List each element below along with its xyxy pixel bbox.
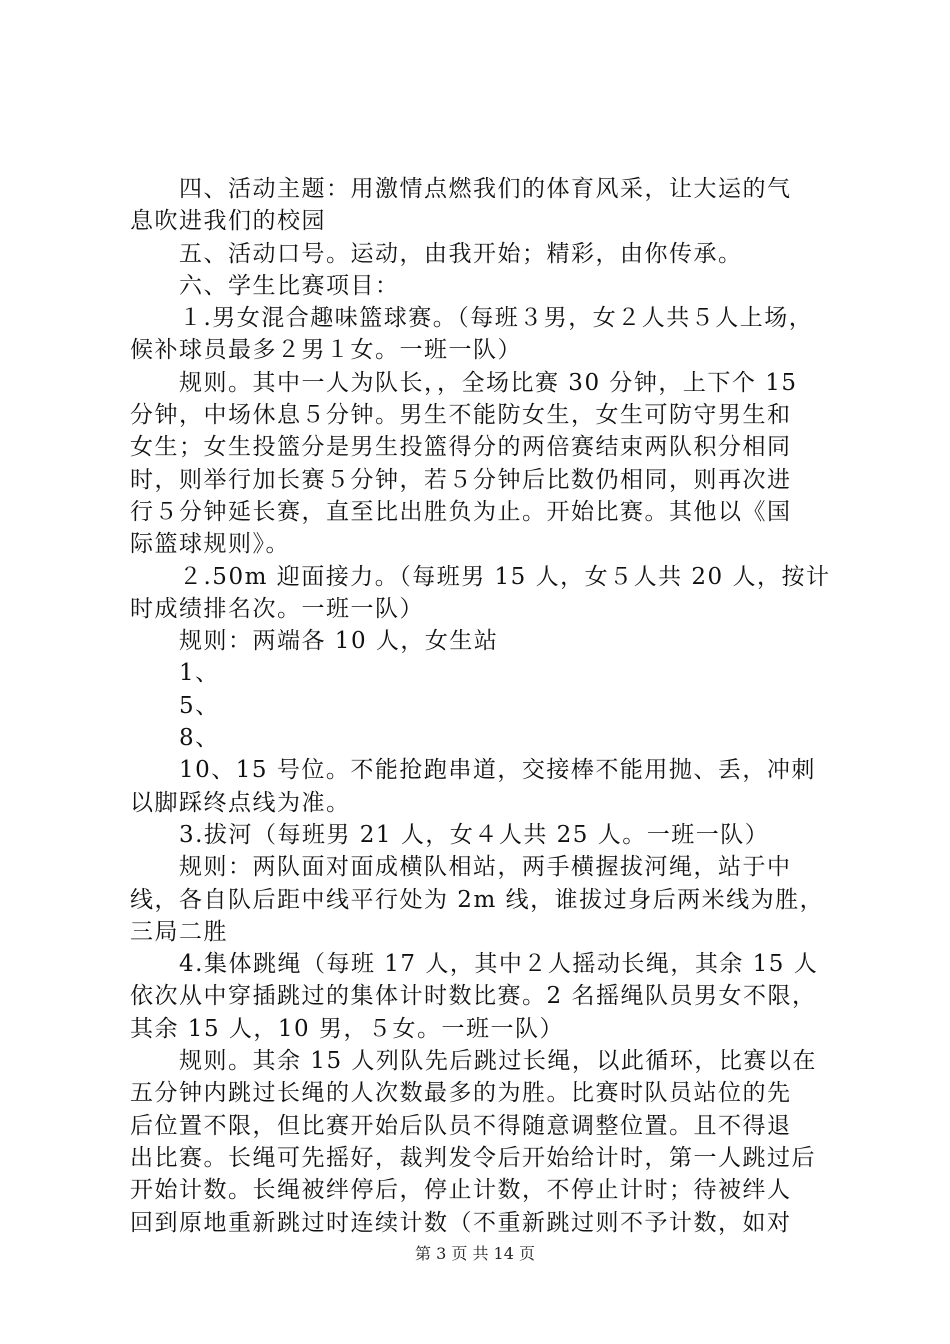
text-line: 其余 15 人，10 男，５女。一班一队） [130,1015,564,1042]
text-line: 后位置不限，但比赛开始后队员不得随意调整位置。且不得退 [130,1112,792,1139]
text-line: 规则：两端各 10 人，女生站 [130,628,499,655]
text-line: 时成绩排名次。一班一队） [130,595,424,622]
text-line: 分钟，中场休息５分钟。男生不能防女生，女生可防守男生和 [130,402,792,429]
text-line: 规则：两队面对面成横队相站，两手横握拔河绳，站于中 [130,854,792,881]
text-line: 女生；女生投篮分是男生投篮得分的两倍赛结束两队积分相同 [130,434,792,461]
text-line: 时，则举行加长赛５分钟，若５分钟后比数仍相同，则再次进 [130,466,792,493]
text-line: １.男女混合趣味篮球赛。（每班３男，女２人共５人上场， [130,305,814,332]
text-line: 五、活动口号。运动，由我开始；精彩，由你传承。 [130,240,743,267]
text-line: 规则。其中一人为队长，，全场比赛 30 分钟，上下个 15 [130,369,798,396]
text-line: 4.集体跳绳（每班 17 人，其中２人摇动长绳，其余 15 人 [130,951,819,978]
text-line: 10、15 号位。不能抢跑串道，交接棒不能用抛、丢，冲刺 [130,757,816,784]
text-line: 四、活动主题：用激情点燃我们的体育风采，让大运的气 [130,176,792,202]
body-text [130,173,830,1239]
text-line: 三局二胜 [130,918,228,945]
text-line: 规则。其余 15 人列队先后跳过长绳，以此循环，比赛以在 [130,1048,817,1075]
text-line: 息吹进我们的校园 [130,208,326,235]
text-line: 候补球员最多２男１女。一班一队） [130,337,522,364]
text-line: 六、学生比赛项目： [130,272,400,299]
text-line: 回到原地重新跳过时连续计数（不重新跳过则不予计数，如对 [130,1209,792,1236]
text-line: 五分钟内跳过长绳的人次数最多的为胜。比赛时队员站位的先 [130,1080,792,1107]
text-line: 际篮球规则》。 [130,531,290,558]
text-line: 3.拔河（每班男 21 人，女４人共 25 人。一班一队） [130,821,770,848]
text-line: 1、 [130,660,220,687]
text-line: 8、 [130,725,220,752]
text-line: 行５分钟延长赛，直至比出胜负为止。开始比赛。其他以《国 [130,498,792,525]
text-line: 以脚踩终点线为准。 [130,789,351,816]
text-line: 出比赛。长绳可先摇好，裁判发令后开始给计时，第一人跳过后 [130,1144,816,1171]
text-line: 依次从中穿插跳过的集体计时数比赛。2 名摇绳队员男女不限， [130,983,817,1010]
text-line: ２.50m 迎面接力。（每班男 15 人，女５人共 20 人，按计 [130,563,831,590]
page-footer [0,1244,950,1264]
page-number-label: 第 3 页 共 14 页 [415,1244,535,1263]
text-line: 5、 [130,692,220,719]
text-line: 线，各自队后距中线平行处为 2m 线，谁拔过身后两米线为胜， [130,886,825,913]
text-line: 开始计数。长绳被绊停后，停止计数，不停止计时；待被绊人 [130,1177,792,1204]
